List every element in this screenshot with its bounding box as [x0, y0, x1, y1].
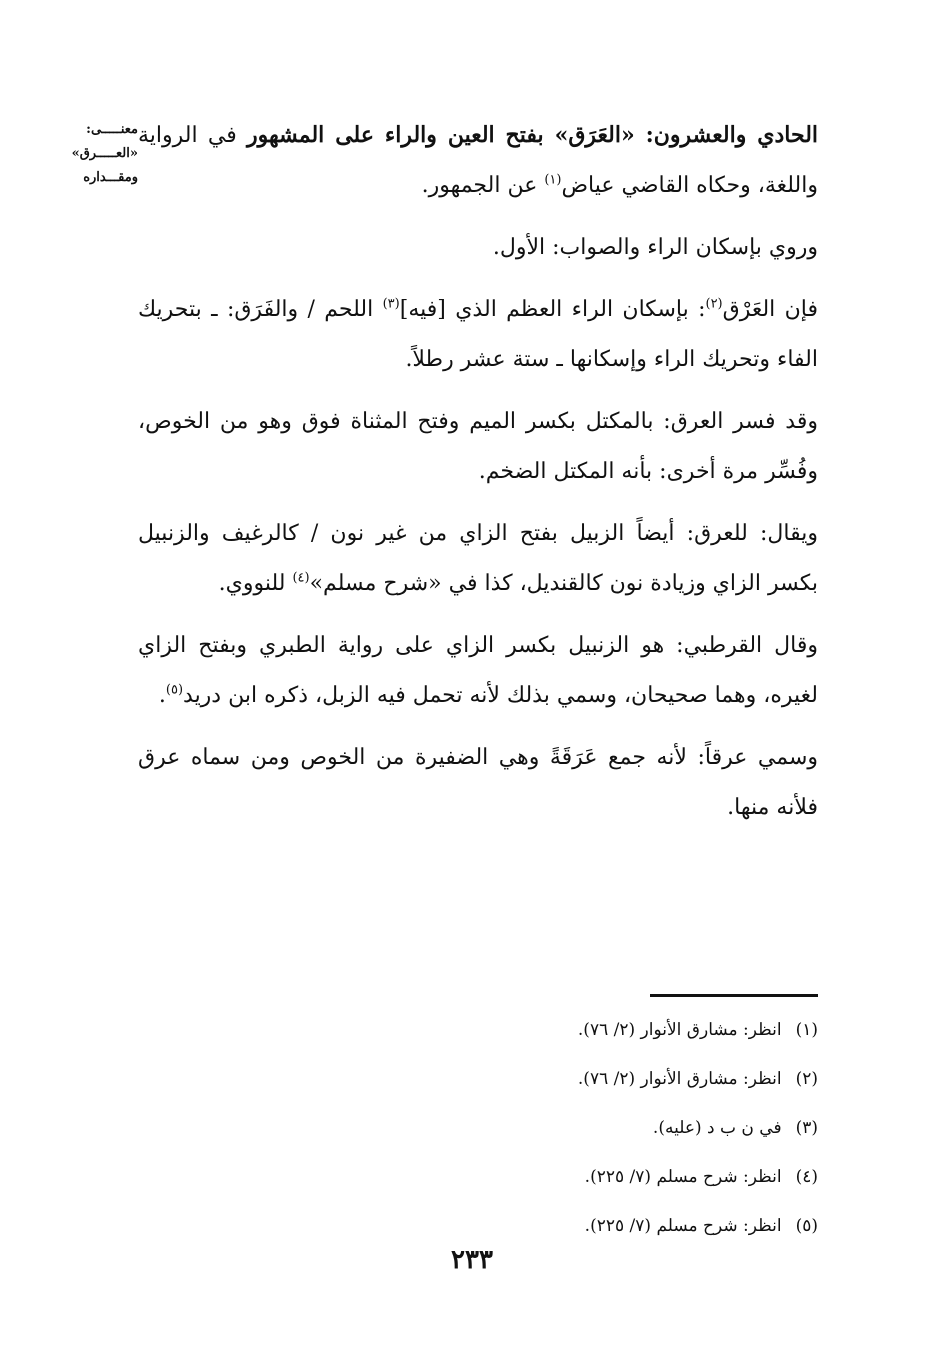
- paragraph: [138, 223, 818, 273]
- margin-note-line: ومقـــداره: [83, 170, 138, 185]
- paragraph-text: .: [158, 683, 166, 708]
- paragraph-text: وقد فسر العرق: بالمكتل بكسر الميم وفتح المثناة فوق وهو من الخوص، وفُسِّر مرة أخرى: بأنه المكتل الضخم.: [138, 409, 818, 484]
- main-text: [138, 110, 818, 845]
- footnote: [400, 1153, 818, 1202]
- paragraph-text: اللحم / والفَرَق: ـ بتحريك الفاء وتحريك الراء وإسكانها ـ ستة عشر رطلاً.: [138, 297, 818, 372]
- footnote-text: في ن ب د (عليه).: [652, 1118, 782, 1138]
- paragraph-text: وروي بإسكان الراء والصواب: الأول.: [492, 235, 818, 260]
- footnote: [400, 1006, 818, 1055]
- paragraph: [138, 285, 818, 385]
- paragraph: [138, 621, 818, 721]
- margin-note-line: معنـــــى:: [86, 122, 138, 137]
- paragraph: [138, 397, 818, 497]
- footnote-number: (٣): [795, 1118, 818, 1138]
- footnote-number: (٤): [795, 1167, 818, 1187]
- paragraph-text: وقال القرطبي: هو الزنبيل بكسر الزاي على رواية الطبري وبفتح الزاي لغيره، وهما صحيحان، وسمي بذلك لأنه تحمل فيه الزبل، ذكره ابن دريد: [138, 633, 818, 708]
- paragraph-text: للنووي.: [218, 571, 293, 596]
- paragraph-text: عن الجمهور.: [421, 173, 545, 198]
- footnotes: [400, 1006, 818, 1251]
- footnote-ref: (٢): [705, 296, 723, 312]
- margin-note-line: «العـــــرق»: [71, 146, 138, 161]
- footnote-ref: (٣): [382, 296, 400, 312]
- footnote-ref: (١): [544, 172, 562, 188]
- paragraph-lead: الحادي والعشرون: «العَرَق» بفتح العين والراء على المشهور: [246, 122, 819, 148]
- paragraph-text: : بإسكان الراء العظم الذي [فيه]: [399, 297, 706, 322]
- paragraph-text: وسمي عرقاً: لأنه جمع عَرَقَةً وهي الضفيرة من الخوص ومن سماه عرق فلأنه منها.: [138, 745, 818, 820]
- footnote-text: انظر: شرح مسلم (٧/ ٢٢٥).: [584, 1216, 782, 1236]
- footnote-ref: (٤): [292, 570, 310, 586]
- page-number: ٢٣٣: [451, 1245, 493, 1275]
- paragraph: [138, 110, 818, 211]
- footnote-text: انظر: مشارق الأنوار (٢/ ٧٦).: [577, 1069, 782, 1089]
- footnote: [400, 1202, 818, 1251]
- footnote-text: انظر: شرح مسلم (٧/ ٢٢٥).: [584, 1167, 782, 1187]
- footnote-number: (٢): [795, 1069, 818, 1089]
- paragraph-text: في الرواية واللغة، وحكاه القاضي عياض: [138, 123, 818, 198]
- footnote-number: (١): [795, 1020, 818, 1040]
- footnote: [400, 1104, 818, 1153]
- footnote-number: (٥): [795, 1216, 818, 1236]
- footnote: [400, 1055, 818, 1104]
- paragraph: [138, 509, 818, 609]
- margin-note: [30, 118, 138, 190]
- paragraph-text: ويقال: للعرق: أيضاً الزبيل بفتح الزاي من غير نون / كالرغيف والزنبيل بكسر الزاي وزيادة نون كالقنديل، كذا في «شرح مسلم»: [138, 521, 818, 596]
- footnote-ref: (٥): [165, 682, 184, 698]
- footnote-text: انظر: مشارق الأنوار (٢/ ٧٦).: [577, 1020, 782, 1040]
- footnote-divider: [650, 994, 818, 997]
- paragraph-text: فإن العَرْق: [722, 297, 819, 322]
- paragraph: [138, 733, 818, 833]
